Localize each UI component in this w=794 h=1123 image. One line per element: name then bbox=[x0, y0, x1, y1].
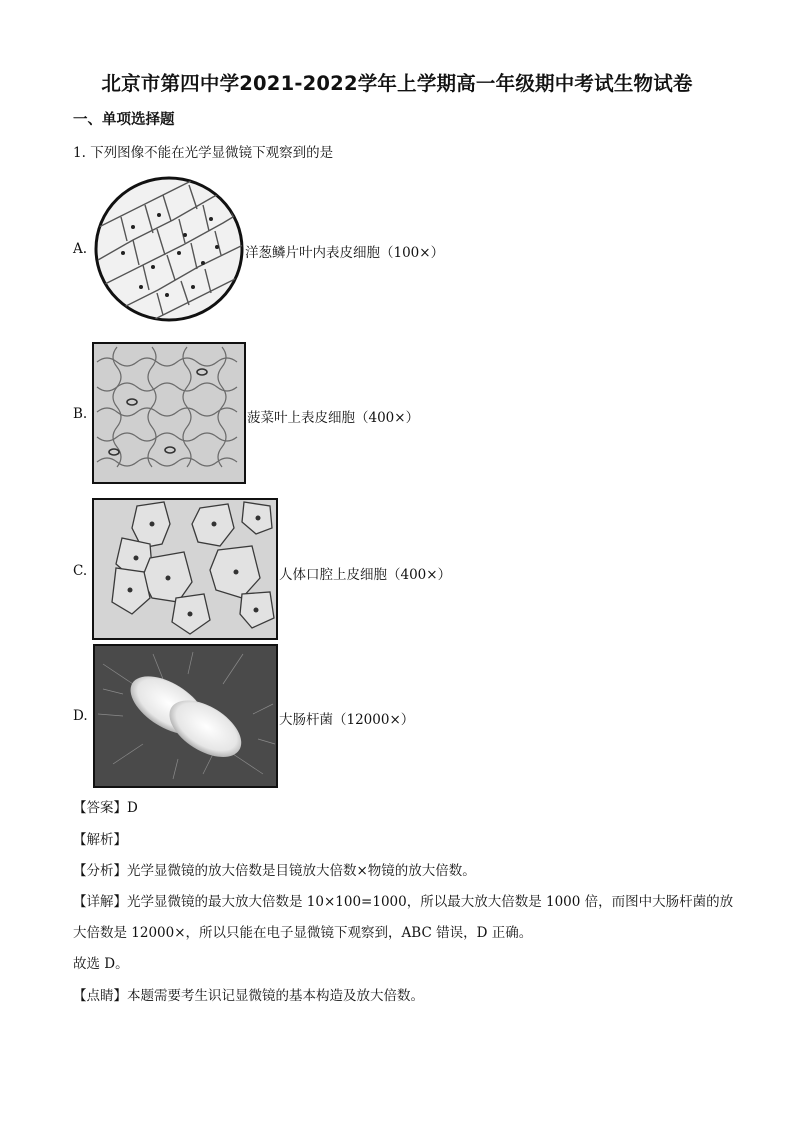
cheek-epithelial-micrograph bbox=[92, 498, 278, 640]
question-stem bbox=[73, 141, 333, 161]
option-d-image bbox=[93, 644, 278, 788]
question-text: 下列图像不能在光学显微镜下观察到的是 bbox=[90, 145, 334, 161]
xiangjie-label: 【详解】 bbox=[73, 894, 127, 910]
answer-line bbox=[73, 796, 138, 816]
onion-epidermis-micrograph bbox=[93, 175, 245, 323]
option-c-letter: C. bbox=[73, 563, 88, 579]
analysis-label: 【解析】 bbox=[73, 832, 127, 848]
conclusion-line: 故选 D。 bbox=[73, 956, 129, 972]
question-number: 1. bbox=[73, 145, 86, 161]
option-a-image bbox=[93, 175, 245, 323]
fenxi-line bbox=[73, 859, 476, 879]
option-c-caption: 人体口腔上皮细胞（400×） bbox=[279, 567, 452, 583]
fenxi-text: 光学显微镜的放大倍数是目镜放大倍数×物镜的放大倍数。 bbox=[127, 863, 476, 879]
answer-value: D bbox=[127, 800, 138, 816]
option-d-caption: 大肠杆菌（12000×） bbox=[279, 712, 415, 728]
page-title: 北京市第四中学2021-2022学年上学期高一年级期中考试生物试卷 bbox=[101, 72, 693, 95]
dianjing-label: 【点睛】 bbox=[73, 988, 127, 1004]
option-b-image bbox=[92, 342, 246, 484]
option-c-image bbox=[92, 498, 278, 640]
option-d-letter: D. bbox=[73, 708, 88, 724]
xiangjie-line-1 bbox=[73, 890, 733, 910]
section-heading: 一、单项选择题 bbox=[73, 112, 175, 128]
option-b-letter: B. bbox=[73, 406, 88, 422]
xiangjie-line-2: 大倍数是 12000×，所以只能在电子显微镜下观察到，ABC 错误，D 正确。 bbox=[73, 925, 533, 941]
dianjing-text: 本题需要考生识记显微镜的基本构造及放大倍数。 bbox=[127, 988, 424, 1004]
xiangjie-text-1: 光学显微镜的最大放大倍数是 10×100=1000，所以最大放大倍数是 1000 倍，而图中大肠杆菌的放 bbox=[127, 894, 734, 910]
analysis-heading bbox=[73, 828, 127, 848]
option-b-caption: 菠菜叶上表皮细胞（400×） bbox=[247, 410, 420, 426]
option-a-letter: A. bbox=[73, 241, 88, 257]
answer-label: 【答案】 bbox=[73, 800, 127, 816]
ecoli-electron-micrograph bbox=[93, 644, 278, 788]
spinach-epidermis-micrograph bbox=[92, 342, 246, 484]
fenxi-label: 【分析】 bbox=[73, 863, 127, 879]
option-a-caption: 洋葱鳞片叶内表皮细胞（100×） bbox=[245, 245, 445, 261]
dianjing-line bbox=[73, 984, 424, 1004]
